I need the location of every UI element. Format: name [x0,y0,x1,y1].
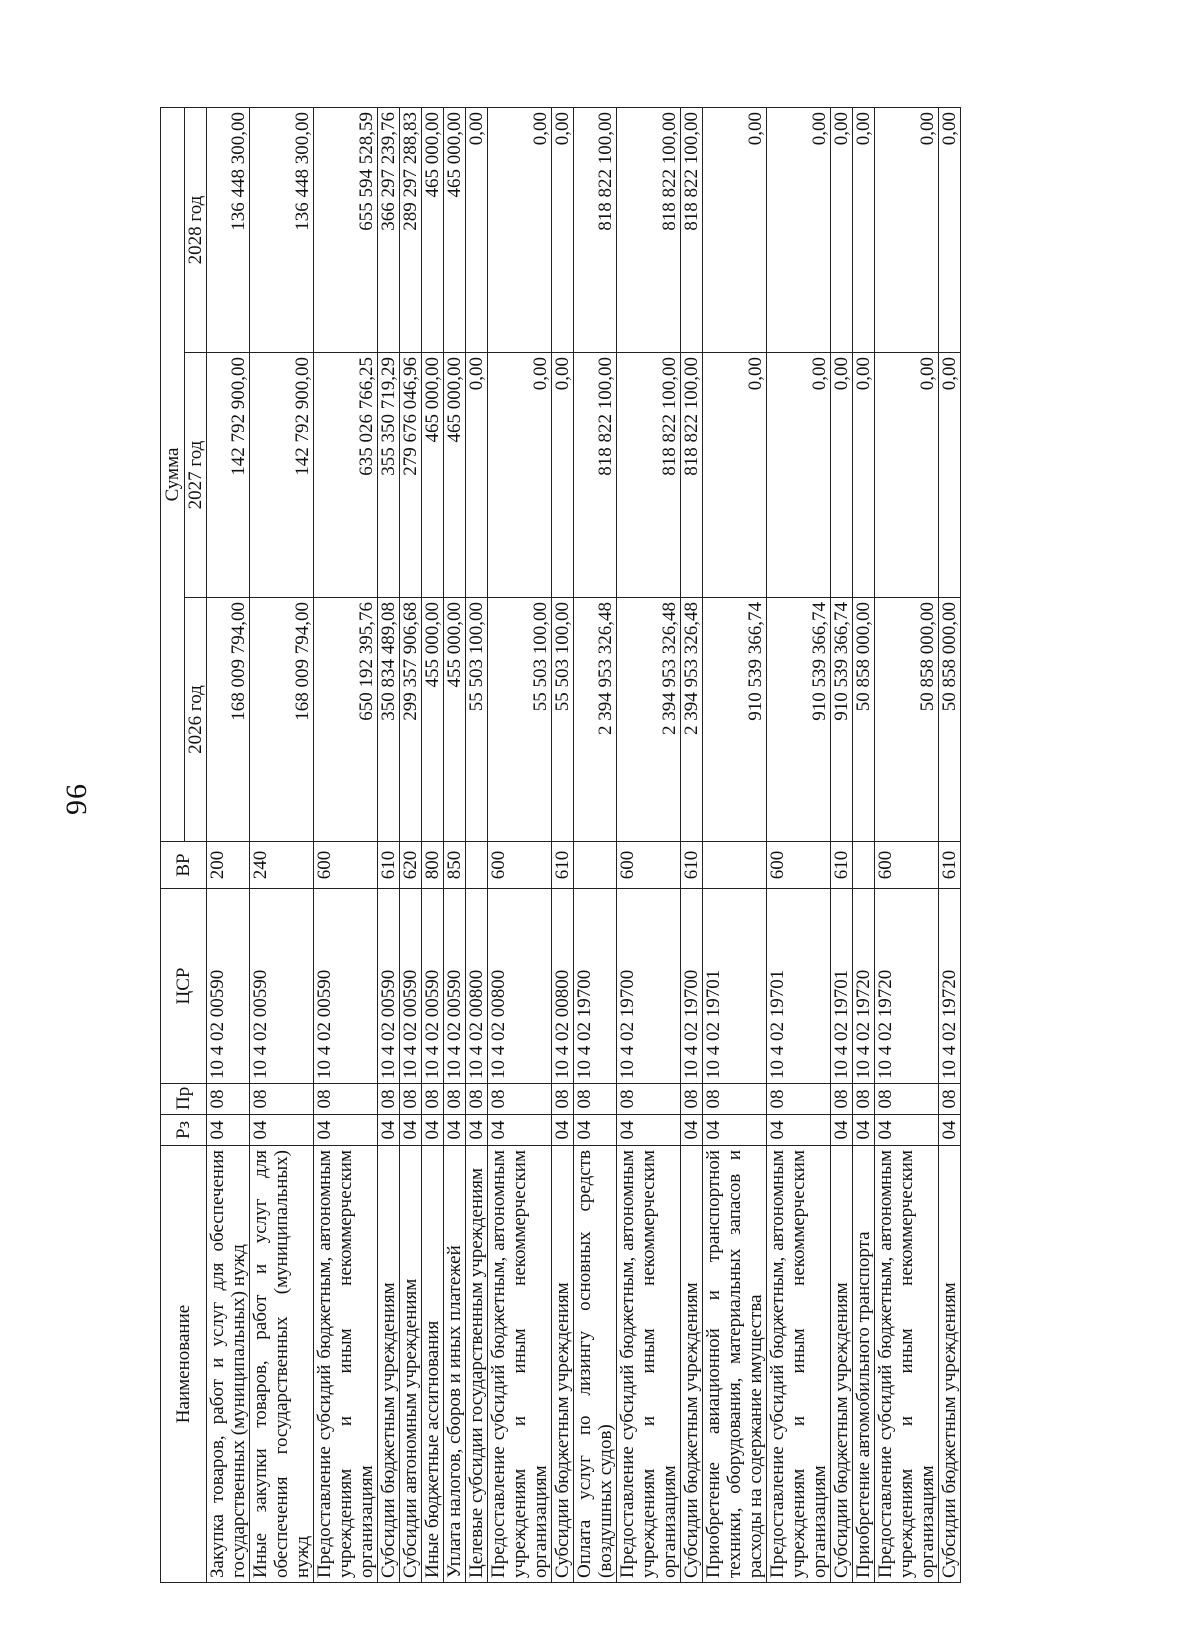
cell-vr: 600 [617,842,681,889]
cell-2028: 818 822 100,00 [574,108,617,353]
cell-csr: 10 4 02 00590 [444,889,466,1084]
table-row [939,108,961,1583]
cell-vr [466,842,488,889]
table-row [488,108,552,1583]
cell-name: Субсидии бюджетным учреждениям [552,1146,574,1583]
cell-name: Иные бюджетные ассигнования [422,1146,444,1583]
cell-pr: 08 [378,1084,400,1115]
cell-2027: 0,00 [939,353,961,598]
cell-rz: 04 [314,1115,378,1146]
cell-2028: 465 000,00 [422,108,444,353]
cell-name: Предоставление субсидий бюджетным, автономным учреждениям и иным некоммерческим организациям [314,1146,378,1583]
cell-name: Предоставление субсидий бюджетным, автономным учреждениям и иным некоммерческим организациям [875,1146,939,1583]
cell-name: Оплата услуг по лизингу основных средств (воздушных судов) [574,1146,617,1583]
cell-2028: 0,00 [939,108,961,353]
cell-2028: 0,00 [466,108,488,353]
cell-2026: 55 503 100,00 [488,598,552,842]
cell-rz: 04 [875,1115,939,1146]
table-row [444,108,466,1583]
cell-2026: 50 858 000,00 [875,598,939,842]
cell-csr: 10 4 02 00590 [207,889,250,1084]
cell-2026: 50 858 000,00 [853,598,875,842]
cell-2028: 0,00 [853,108,875,353]
cell-rz: 04 [422,1115,444,1146]
cell-2026: 455 000,00 [444,598,466,842]
cell-2028: 0,00 [488,108,552,353]
table-row [617,108,681,1583]
cell-2028: 0,00 [767,108,831,353]
cell-pr: 08 [488,1084,552,1115]
cell-pr: 08 [831,1084,853,1115]
cell-2027: 142 792 900,00 [207,353,250,598]
cell-csr: 10 4 02 00590 [378,889,400,1084]
header-2027: 2027 год [185,353,207,598]
cell-name: Приобретение авиационной и транспортной техники, оборудования, материальных запасов и расходы на содержание имущества [703,1146,767,1583]
table-row [875,108,939,1583]
cell-pr: 08 [314,1084,378,1115]
cell-csr: 10 4 02 00800 [466,889,488,1084]
cell-rz: 04 [831,1115,853,1146]
cell-csr: 10 4 02 19720 [853,889,875,1084]
cell-pr: 08 [703,1084,767,1115]
cell-csr: 10 4 02 19720 [939,889,961,1084]
cell-vr: 600 [875,842,939,889]
table-row [422,108,444,1583]
table-row [831,108,853,1583]
cell-2027: 635 026 766,25 [314,353,378,598]
cell-vr: 620 [400,842,422,889]
table-row [767,108,831,1583]
table-row [207,108,250,1583]
cell-2027: 0,00 [831,353,853,598]
cell-2028: 818 822 100,00 [617,108,681,353]
cell-2027: 818 822 100,00 [574,353,617,598]
table-body [207,108,961,1583]
cell-csr: 10 4 02 19701 [767,889,831,1084]
cell-csr: 10 4 02 00590 [422,889,444,1084]
cell-2026: 2 394 953 326,48 [574,598,617,842]
cell-2026: 2 394 953 326,48 [617,598,681,842]
cell-vr: 610 [552,842,574,889]
cell-rz: 04 [250,1115,314,1146]
budget-table [160,107,961,1583]
cell-csr: 10 4 02 00800 [552,889,574,1084]
cell-csr: 10 4 02 00800 [488,889,552,1084]
cell-csr: 10 4 02 19701 [831,889,853,1084]
cell-2027: 279 676 046,96 [400,353,422,598]
cell-vr: 610 [939,842,961,889]
cell-vr: 800 [422,842,444,889]
cell-vr [853,842,875,889]
cell-rz: 04 [617,1115,681,1146]
cell-csr: 10 4 02 00590 [314,889,378,1084]
table-row [400,108,422,1583]
cell-2027: 0,00 [875,353,939,598]
cell-2026: 910 539 366,74 [767,598,831,842]
cell-rz: 04 [681,1115,703,1146]
cell-rz: 04 [574,1115,617,1146]
table-header [161,108,207,1583]
cell-vr: 610 [681,842,703,889]
cell-name: Уплата налогов, сборов и иных платежей [444,1146,466,1583]
rotated-document [160,108,1038,1583]
cell-name: Субсидии бюджетным учреждениям [831,1146,853,1583]
cell-2026: 50 858 000,00 [939,598,961,842]
cell-pr: 08 [250,1084,314,1115]
cell-2028: 0,00 [875,108,939,353]
cell-2028: 0,00 [552,108,574,353]
cell-vr [574,842,617,889]
cell-vr: 600 [488,842,552,889]
cell-2027: 465 000,00 [422,353,444,598]
cell-rz: 04 [767,1115,831,1146]
header-name: Наименование [161,1146,207,1583]
cell-2028: 136 448 300,00 [207,108,250,353]
cell-vr [703,842,767,889]
cell-rz: 04 [466,1115,488,1146]
cell-vr: 240 [250,842,314,889]
cell-rz: 04 [853,1115,875,1146]
cell-name: Иные закупки товаров, работ и услуг для обеспечения государственных (муниципальных) нужд [250,1146,314,1583]
cell-name: Предоставление субсидий бюджетным, автономным учреждениям и иным некоммерческим организациям [488,1146,552,1583]
header-2026: 2026 год [185,598,207,842]
cell-2027: 142 792 900,00 [250,353,314,598]
cell-name: Предоставление субсидий бюджетным, автономным учреждениям и иным некоммерческим организациям [617,1146,681,1583]
cell-csr: 10 4 02 00590 [400,889,422,1084]
cell-2026: 168 009 794,00 [207,598,250,842]
cell-2026: 650 192 395,76 [314,598,378,842]
header-pr: Пр [161,1084,207,1115]
cell-2028: 465 000,00 [444,108,466,353]
cell-rz: 04 [488,1115,552,1146]
table-row [853,108,875,1583]
cell-vr: 600 [314,842,378,889]
cell-2026: 168 009 794,00 [250,598,314,842]
cell-2026: 350 834 489,08 [378,598,400,842]
cell-2028: 289 297 288,83 [400,108,422,353]
cell-2027: 0,00 [853,353,875,598]
table-row [314,108,378,1583]
cell-rz: 04 [207,1115,250,1146]
cell-rz: 04 [552,1115,574,1146]
cell-2027: 818 822 100,00 [681,353,703,598]
cell-2028: 0,00 [831,108,853,353]
cell-name: Субсидии бюджетным учреждениям [939,1146,961,1583]
cell-pr: 08 [207,1084,250,1115]
cell-rz: 04 [444,1115,466,1146]
cell-2027: 818 822 100,00 [617,353,681,598]
cell-vr: 850 [444,842,466,889]
cell-name: Субсидии автономным учреждениям [400,1146,422,1583]
cell-name: Целевые субсидии государственным учреждениям [466,1146,488,1583]
table-row [574,108,617,1583]
table-row [703,108,767,1583]
cell-pr: 08 [552,1084,574,1115]
cell-name: Субсидии бюджетным учреждениям [378,1146,400,1583]
cell-2026: 910 539 366,74 [703,598,767,842]
cell-rz: 04 [378,1115,400,1146]
cell-2027: 0,00 [488,353,552,598]
cell-pr: 08 [767,1084,831,1115]
cell-pr: 08 [875,1084,939,1115]
cell-csr: 10 4 02 19701 [703,889,767,1084]
cell-2027: 0,00 [767,353,831,598]
table-row [250,108,314,1583]
cell-pr: 08 [400,1084,422,1115]
table-row [466,108,488,1583]
cell-2027: 0,00 [703,353,767,598]
cell-vr: 610 [831,842,853,889]
table-row [552,108,574,1583]
cell-pr: 08 [617,1084,681,1115]
header-2028: 2028 год [185,108,207,353]
cell-2027: 355 350 719,29 [378,353,400,598]
cell-pr: 08 [422,1084,444,1115]
cell-2028: 818 822 100,00 [681,108,703,353]
cell-pr: 08 [444,1084,466,1115]
cell-vr: 600 [767,842,831,889]
cell-pr: 08 [466,1084,488,1115]
cell-pr: 08 [681,1084,703,1115]
header-rz: Рз [161,1115,207,1146]
cell-pr: 08 [853,1084,875,1115]
cell-2027: 465 000,00 [444,353,466,598]
cell-pr: 08 [574,1084,617,1115]
header-sum: Сумма [161,108,185,842]
cell-2026: 455 000,00 [422,598,444,842]
header-csr: ЦСР [161,889,207,1084]
table-row [378,108,400,1583]
cell-2026: 55 503 100,00 [466,598,488,842]
cell-csr: 10 4 02 19700 [681,889,703,1084]
cell-rz: 04 [939,1115,961,1146]
cell-vr: 200 [207,842,250,889]
cell-2026: 299 357 906,68 [400,598,422,842]
cell-2026: 55 503 100,00 [552,598,574,842]
cell-name: Закупка товаров, работ и услуг для обеспечения государственных (муниципальных) нужд [207,1146,250,1583]
table-row [681,108,703,1583]
cell-2028: 655 594 528,59 [314,108,378,353]
cell-pr: 08 [939,1084,961,1115]
cell-csr: 10 4 02 19700 [617,889,681,1084]
cell-rz: 04 [703,1115,767,1146]
cell-2028: 366 297 239,76 [378,108,400,353]
cell-2028: 136 448 300,00 [250,108,314,353]
cell-name: Предоставление субсидий бюджетным, автономным учреждениям и иным некоммерческим организациям [767,1146,831,1583]
cell-2026: 910 539 366,74 [831,598,853,842]
cell-csr: 10 4 02 00590 [250,889,314,1084]
cell-csr: 10 4 02 19700 [574,889,617,1084]
cell-2027: 0,00 [466,353,488,598]
header-vr: ВР [161,842,207,889]
cell-name: Приобретение автомобильного транспорта [853,1146,875,1583]
cell-2028: 0,00 [703,108,767,353]
cell-2027: 0,00 [552,353,574,598]
cell-rz: 04 [400,1115,422,1146]
cell-name: Субсидии бюджетным учреждениям [681,1146,703,1583]
cell-2026: 2 394 953 326,48 [681,598,703,842]
cell-vr: 610 [378,842,400,889]
cell-csr: 10 4 02 19720 [875,889,939,1084]
page-number: 96 [60,783,93,815]
